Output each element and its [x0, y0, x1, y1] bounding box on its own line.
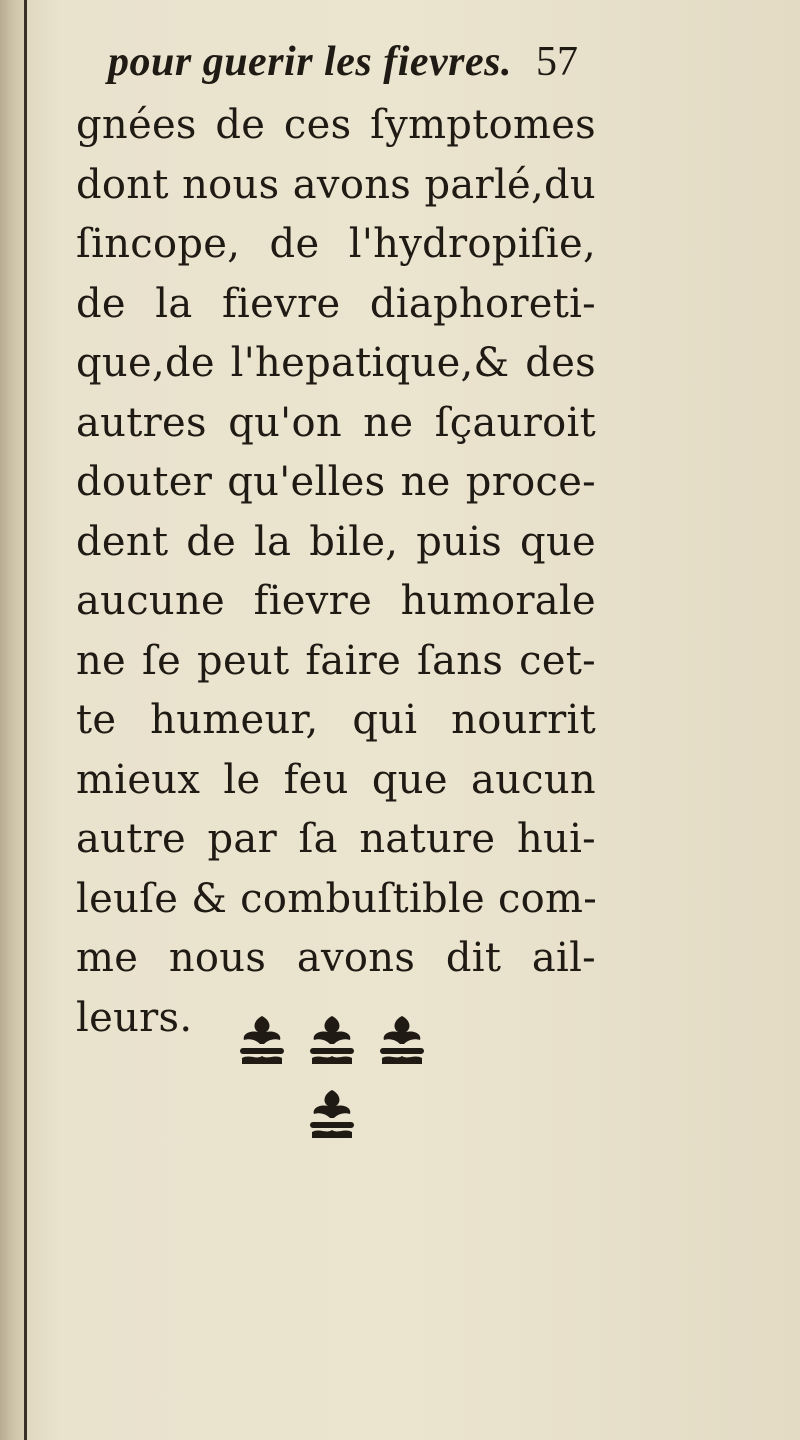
running-head: pour guerir les fievres.: [108, 39, 512, 85]
text-line: aucune fievre humorale: [76, 578, 596, 624]
text-line: ne ſe peut faire ſans cet-: [76, 637, 596, 684]
page-number: 57: [536, 39, 578, 85]
text-line: me nous avons dit ail-: [76, 935, 596, 981]
text-line: leurs.: [76, 994, 193, 1041]
text-line: leuſe & combuſtible com-: [76, 875, 598, 922]
text-line: gnées de ces ſymptomes: [76, 102, 596, 148]
text-line: te humeur, qui nourrit: [76, 697, 596, 743]
binding-edge: [24, 0, 27, 1440]
body-text: [76, 96, 596, 1048]
text-line: douter qu'elles ne proce-: [76, 459, 596, 505]
text-line: mieux le feu que aucun: [76, 756, 596, 803]
page-header: [108, 38, 608, 94]
fleuron-ornament-icon: [302, 1010, 362, 1070]
text-line: ſincope, de l'hydropiſie,: [76, 221, 596, 267]
text-line: de la fievre diaphoreti-: [76, 280, 596, 327]
fleuron-ornament-icon: [372, 1010, 432, 1070]
text-line: autres qu'on ne ſçauroit: [76, 399, 596, 446]
text-line: dent de la bile, puis que: [76, 518, 596, 565]
book-gutter: [0, 0, 26, 1440]
fleuron-ornament: [232, 1010, 442, 1150]
fleuron-ornament-icon: [302, 1084, 362, 1144]
text-line: dont nous avons parlé,du: [76, 161, 596, 208]
fleuron-ornament-icon: [232, 1010, 292, 1070]
text-line: autre par ſa nature hui-: [76, 816, 596, 862]
text-line: que,de l'hepatique,& des: [76, 340, 596, 386]
